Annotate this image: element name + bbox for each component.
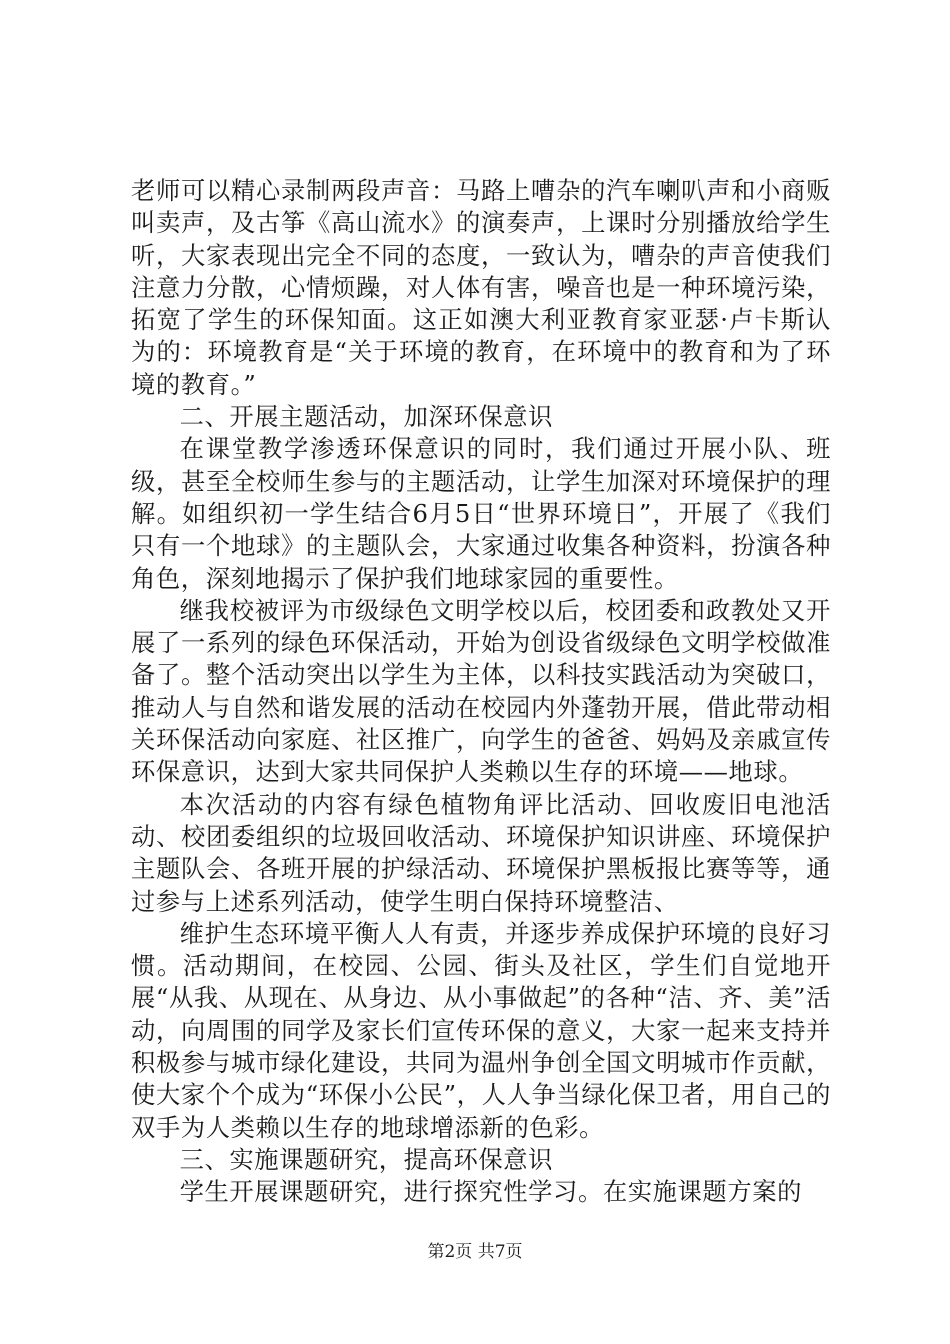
section-heading-3: 三、实施课题研究，提高环保意识 bbox=[179, 1144, 554, 1174]
paragraph-8: 学生开展课题研究，进行探究性学习。在实施课题方案的 bbox=[179, 1177, 803, 1207]
section-heading-2: 二、开展主题活动，加深环保意识 bbox=[179, 402, 554, 432]
document-body bbox=[131, 175, 831, 1209]
paragraph-3: 在课堂教学渗透环保意识的同时，我们通过开展小队、班级，甚至全校师生参与的主题活动，让学生加深对环境保护的理解。如组织初一学生结合6月5日“世界环境日”，开展了《我们只有一个地球》的主题队会，大家通过收集各种资料，扮演各种角色，深刻地揭示了保护我们地球家园的重要性。 bbox=[131, 434, 831, 593]
paragraph-5: 本次活动的内容有绿色植物角评比活动、回收废旧电池活动、校团委组织的垃圾回收活动、环境保护知识讲座、环境保护主题队会、各班开展的护绿活动、环境保护黑板报比赛等等，通过参与上述系列活动，使学生明白保持环境整洁、 bbox=[131, 789, 831, 916]
paragraph-1: 老师可以精心录制两段声音：马路上嘈杂的汽车喇叭声和小商贩叫卖声，及古筝《高山流水》的演奏声，上课时分别播放给学生听，大家表现出完全不同的态度，一致认为，嘈杂的声音使我们注意力分散，心情烦躁，对人体有害，噪音也是一种环境污染，拓宽了学生的环保知面。这正如澳大利亚教育家亚瑟·卢卡斯认为的：环境教育是“关于环境的教育，在环境中的教育和为了环境的教育。” bbox=[131, 176, 831, 399]
page-number-footer: 第2页 共7页 bbox=[427, 1242, 523, 1262]
paragraph-4: 继我校被评为市级绿色文明学校以后，校团委和政教处又开展了一系列的绿色环保活动，开始为创设省级绿色文明学校做准备了。整个活动突出以学生为主体，以科技实践活动为突破口，推动人与自然和谐发展的活动在校园内外蓬勃开展，借此带动相关环保活动向家庭、社区推广，向学生的爸爸、妈妈及亲戚宣传环保意识，达到大家共同保护人类赖以生存的环境——地球。 bbox=[131, 595, 831, 787]
paragraph-6: 维护生态环境平衡人人有责，并逐步养成保护环境的良好习惯。活动期间，在校园、公园、街头及社区，学生们自觉地开展“从我、从现在、从身边、从小事做起”的各种“洁、齐、美”活动，向周围的同学及家长们宣传环保的意义，大家一起来支持并积极参与城市绿化建设，共同为温州争创全国文明城市作贡献，使大家个个成为“环保小公民”，人人争当绿化保卫者，用自己的双手为人类赖以生存的地球增添新的色彩。 bbox=[131, 918, 831, 1142]
